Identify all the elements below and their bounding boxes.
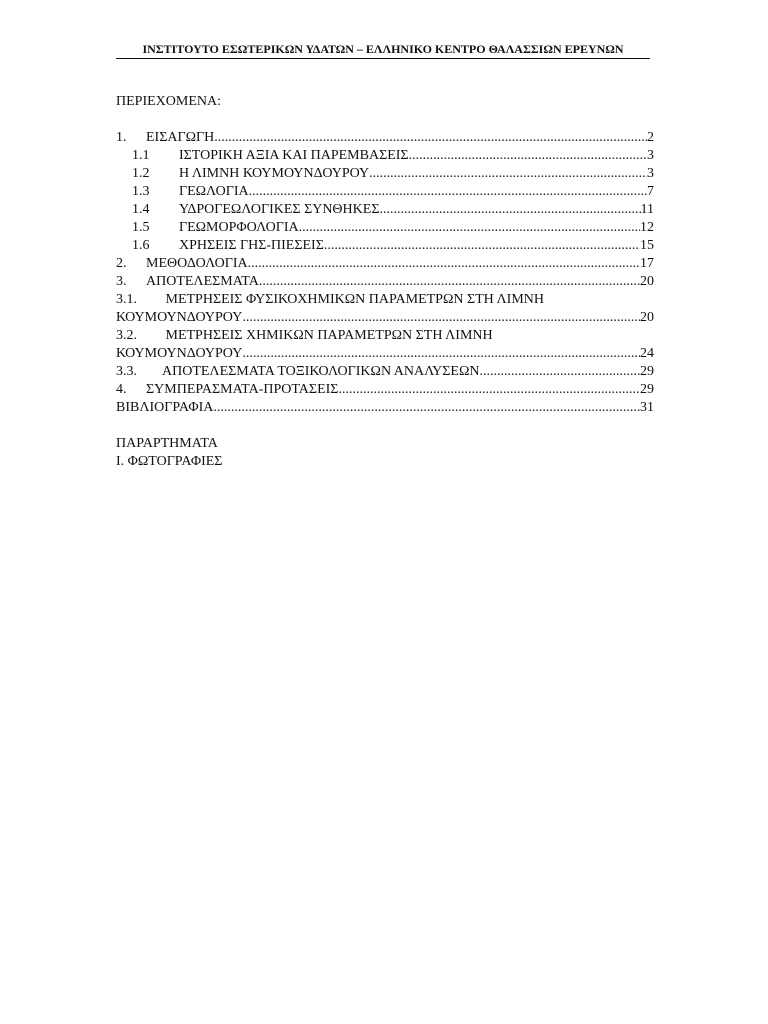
toc-entry-number: 1.2 bbox=[132, 166, 150, 181]
toc-entry[interactable] bbox=[116, 399, 654, 417]
appendix-title: ΠΑΡΑΡΤΗΜΑΤΑ bbox=[116, 436, 218, 451]
toc-entry-page: 24 bbox=[640, 346, 654, 361]
dot-leader bbox=[249, 183, 647, 201]
toc-entry-number: 3.1. bbox=[116, 292, 137, 307]
toc-entry-number: 1.5 bbox=[132, 220, 150, 235]
toc-entry-number: 3.3. bbox=[116, 364, 137, 379]
dot-leader bbox=[479, 363, 640, 381]
toc-entry-number: 4. bbox=[116, 382, 127, 397]
toc-entry-number: 1.6 bbox=[132, 238, 150, 253]
toc-entry[interactable] bbox=[116, 291, 654, 327]
toc-entry-number: 1.3 bbox=[132, 184, 150, 199]
toc-entry-title: ΥΔΡΟΓΕΩΛΟΓΙΚΕΣ ΣΥΝΘΗΚΕΣ bbox=[179, 202, 380, 217]
toc-entry-page: 15 bbox=[640, 238, 654, 253]
toc-entry-page: 3 bbox=[647, 148, 654, 163]
toc-entry[interactable] bbox=[116, 201, 654, 219]
dot-leader bbox=[248, 255, 640, 273]
page-header: ΙΝΣΤΙΤΟΥΤΟ ΕΣΩΤΕΡΙΚΩΝ ΥΔΑΤΩΝ – ΕΛΛΗΝΙΚΟ ΚΕΝΤΡΟ ΘΑΛΑΣΣΙΩΝ ΕΡΕΥΝΩΝ bbox=[116, 42, 650, 59]
toc-entry-title: ΙΣΤΟΡΙΚΗ ΑΞΙΑ ΚΑΙ ΠΑΡΕΜΒΑΣΕΙΣ bbox=[179, 148, 409, 163]
toc-entry-title: ΧΡΗΣΕΙΣ ΓΗΣ-ΠΙΕΣΕΙΣ bbox=[179, 238, 324, 253]
toc-entry-title-continued: ΚΟΥΜΟΥΝΔΟΥΡΟΥ bbox=[116, 346, 243, 361]
dot-leader bbox=[369, 165, 647, 183]
toc-entry-page: 2 bbox=[647, 130, 654, 145]
toc-entry-page: 17 bbox=[640, 256, 654, 271]
toc-entry[interactable] bbox=[116, 255, 654, 273]
toc-entry-title: ΣΥΜΠΕΡΑΣΜΑΤΑ-ΠΡΟΤΑΣΕΙΣ bbox=[146, 382, 339, 397]
toc-entry[interactable] bbox=[116, 327, 654, 363]
toc-entry-number: 1.1 bbox=[132, 148, 150, 163]
toc-entry-number: 2. bbox=[116, 256, 127, 271]
toc-entry-page: 12 bbox=[640, 220, 654, 235]
toc-entry-title: ΑΠΟΤΕΛΕΣΜΑΤΑ bbox=[146, 274, 259, 289]
dot-leader bbox=[409, 147, 647, 165]
toc-entry[interactable] bbox=[116, 147, 654, 165]
dot-leader bbox=[299, 219, 640, 237]
toc-entry[interactable] bbox=[116, 165, 654, 183]
toc-entry-page: 29 bbox=[640, 364, 654, 379]
appendix-section bbox=[116, 435, 654, 471]
toc-entry-page: 29 bbox=[640, 382, 654, 397]
toc-entry-title-continued: ΚΟΥΜΟΥΝΔΟΥΡΟΥ bbox=[116, 310, 243, 325]
toc-entry-number: 1.4 bbox=[132, 202, 150, 217]
toc-entry-title: ΒΙΒΛΙΟΓΡΑΦΙΑ bbox=[116, 400, 214, 415]
dot-leader bbox=[242, 345, 640, 363]
appendix-item[interactable]: Ι. ΦΩΤΟΓΡΑΦΙΕΣ bbox=[116, 454, 223, 469]
toc-entry-title: ΕΙΣΑΓΩΓΗ bbox=[146, 130, 215, 145]
dot-leader bbox=[214, 129, 647, 147]
toc-title: ΠΕΡΙΕΧΟΜΕΝΑ: bbox=[116, 94, 221, 109]
toc-entry[interactable] bbox=[116, 237, 654, 255]
toc-entry-title: ΜΕΤΡΗΣΕΙΣ ΦΥΣΙΚΟΧΗΜΙΚΩΝ ΠΑΡΑΜΕΤΡΩΝ ΣΤΗ ΛΙΜΝΗ bbox=[165, 292, 544, 307]
toc-list bbox=[116, 129, 654, 417]
toc-entry-title: ΓΕΩΛΟΓΙΑ bbox=[179, 184, 249, 199]
dot-leader bbox=[324, 237, 640, 255]
dot-leader bbox=[379, 201, 640, 219]
toc-entry-title: ΑΠΟΤΕΛΕΣΜΑΤΑ ΤΟΞΙΚΟΛΟΓΙΚΩΝ ΑΝΑΛΥΣΕΩΝ bbox=[162, 364, 480, 379]
toc-entry-number: 3. bbox=[116, 274, 127, 289]
toc-entry[interactable] bbox=[116, 219, 654, 237]
document-body bbox=[116, 93, 654, 471]
toc-entry-title: ΜΕΘΟΔΟΛΟΓΙΑ bbox=[146, 256, 248, 271]
toc-entry-title: ΓΕΩΜΟΡΦΟΛΟΓΙΑ bbox=[179, 220, 299, 235]
toc-entry-title: Η ΛΙΜΝΗ ΚΟΥΜΟΥΝΔΟΥΡΟΥ bbox=[179, 166, 370, 181]
dot-leader bbox=[242, 309, 640, 327]
toc-entry-page: 20 bbox=[640, 274, 654, 289]
toc-entry[interactable] bbox=[116, 129, 654, 147]
toc-entry-number: 3.2. bbox=[116, 328, 137, 343]
toc-entry-page: 31 bbox=[640, 400, 654, 415]
toc-entry[interactable] bbox=[116, 273, 654, 291]
toc-entry[interactable] bbox=[116, 363, 654, 381]
toc-entry-page: 7 bbox=[647, 184, 654, 199]
toc-entry[interactable] bbox=[116, 381, 654, 399]
dot-leader bbox=[338, 381, 640, 399]
toc-entry[interactable] bbox=[116, 183, 654, 201]
toc-entry-title: ΜΕΤΡΗΣΕΙΣ ΧΗΜΙΚΩΝ ΠΑΡΑΜΕΤΡΩΝ ΣΤΗ ΛΙΜΝΗ bbox=[165, 328, 493, 343]
dot-leader bbox=[213, 399, 640, 417]
toc-entry-number: 1. bbox=[116, 130, 127, 145]
toc-entry-page: 20 bbox=[640, 310, 654, 325]
toc-entry-page: 11 bbox=[640, 202, 654, 217]
toc-entry-page: 3 bbox=[647, 166, 654, 181]
dot-leader bbox=[259, 273, 640, 291]
